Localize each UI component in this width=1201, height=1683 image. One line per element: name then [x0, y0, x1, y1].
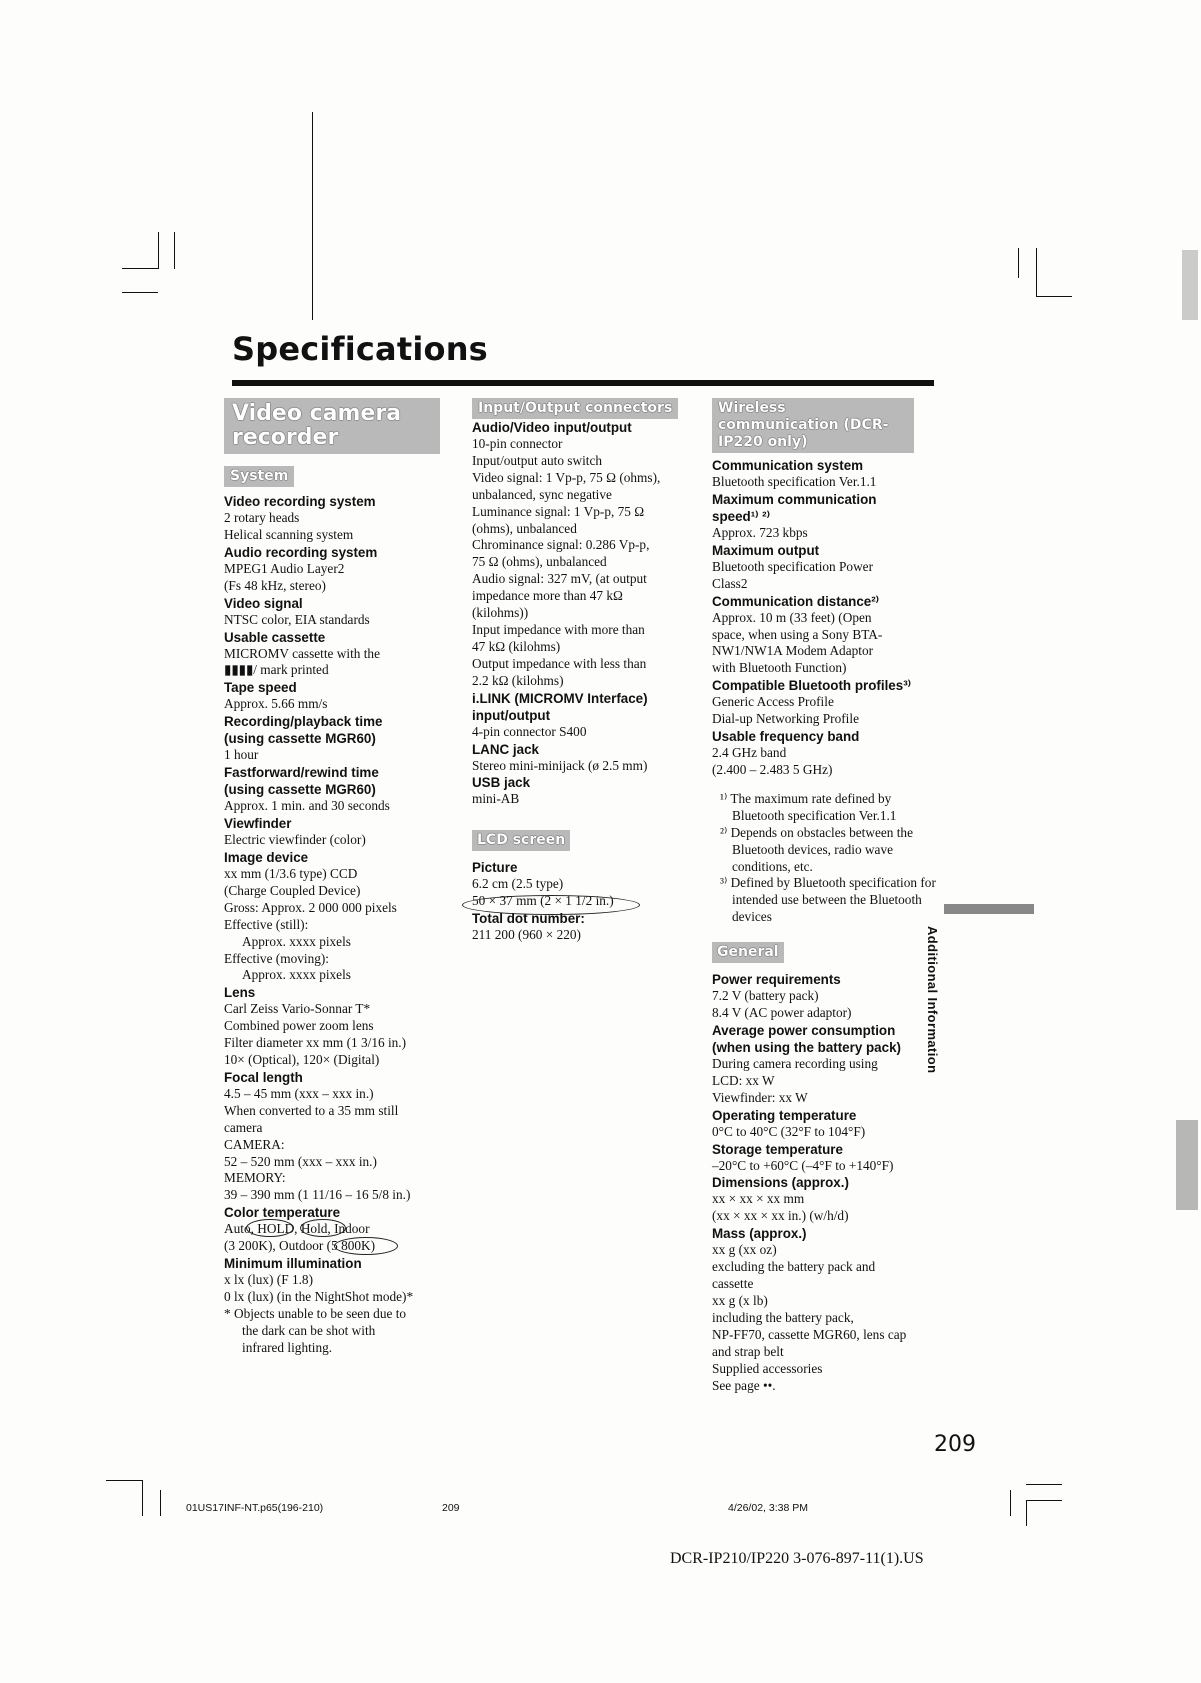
spec-label: (when using the battery pack) — [712, 1039, 901, 1055]
footnote: ²⁾ Depends on obstacles between the Bluetooth devices, radio wave conditions, etc. — [720, 824, 913, 874]
crop-mark — [1036, 248, 1037, 296]
section-heading: LCD screen — [472, 830, 570, 851]
crop-mark — [174, 232, 175, 269]
spec-label: (using cassette MGR60) — [224, 731, 376, 747]
crop-mark — [312, 112, 313, 320]
edge-mark — [1182, 250, 1198, 320]
spec-label: Audio recording system — [224, 544, 378, 560]
spec-value: (3 200K), Outdoor (5 800K) — [224, 1238, 376, 1254]
spec-value: Stereo mini-minijack (ø 2.5 mm) — [472, 757, 648, 773]
spec-value: Approx. xxxx pixels — [242, 933, 351, 949]
spec-value: –20°C to +60°C (–4°F to +140°F) — [712, 1157, 894, 1173]
spec-value: 39 – 390 mm (1 11/16 – 16 5/8 in.) — [224, 1187, 411, 1203]
spec-value: During camera recording using — [712, 1055, 878, 1071]
handwritten-circle — [462, 895, 640, 915]
spec-value: Input impedance with more than — [472, 621, 645, 637]
spec-label: Compatible Bluetooth profiles³⁾ — [712, 678, 911, 694]
spec-value: infrared lighting. — [242, 1339, 333, 1355]
spec-value: camera — [224, 1119, 263, 1135]
spec-value: impedance more than 47 kΩ — [472, 588, 623, 604]
spec-label: Lens — [224, 985, 256, 1001]
spec-value: xx mm (1/3.6 type) CCD — [224, 865, 358, 881]
spec-label: Viewfinder — [224, 816, 292, 832]
crop-mark — [1026, 1500, 1027, 1526]
spec-value: CAMERA: — [224, 1136, 285, 1152]
edge-mark — [1176, 1120, 1198, 1210]
spec-value: Approx. 1 min. and 30 seconds — [224, 798, 390, 814]
spec-value: Gross: Approx. 2 000 000 pixels — [224, 899, 397, 915]
footer-datetime: 4/26/02, 3:38 PM — [728, 1502, 808, 1514]
spec-label: Color temperature — [224, 1205, 341, 1221]
crop-mark — [160, 1490, 161, 1516]
spec-value: with Bluetooth Function) — [712, 660, 847, 676]
spec-value: (2.400 – 2.483 5 GHz) — [712, 761, 833, 777]
crop-mark — [1026, 1500, 1062, 1501]
spec-label: Fastforward/rewind time — [224, 765, 379, 781]
side-tab-label: Additional Information — [925, 926, 940, 1074]
spec-value: Output impedance with less than — [472, 655, 647, 671]
spec-label: Recording/playback time — [224, 714, 383, 730]
subsection-heading: System — [224, 466, 294, 487]
column-video-camera-recorder — [224, 398, 452, 1357]
spec-label: Communication system — [712, 458, 864, 473]
spec-value: Helical scanning system — [224, 526, 354, 542]
spec-label: Maximum output — [712, 542, 820, 558]
spec-list — [472, 419, 704, 808]
spec-value: (Fs 48 kHz, stereo) — [224, 577, 326, 593]
spec-value: NW1/NW1A Modem Adaptor — [712, 643, 874, 659]
spec-value: excluding the battery pack and — [712, 1259, 876, 1275]
spec-value: See page ••. — [712, 1377, 776, 1393]
spec-value: Approx. 10 m (33 feet) (Open — [712, 609, 872, 625]
spec-value: Generic Access Profile — [712, 694, 834, 710]
crop-mark — [122, 292, 158, 293]
spec-label: Picture — [472, 860, 518, 876]
spec-value: Approx. 723 kbps — [712, 524, 808, 540]
spec-value: 52 – 520 mm (xxx – xxx in.) — [224, 1153, 377, 1169]
footnote: ¹⁾ The maximum rate defined by Bluetooth specification Ver.1.1 — [720, 790, 897, 823]
spec-value: (ohms), unbalanced — [472, 520, 577, 536]
crop-mark — [1026, 1484, 1062, 1485]
spec-value: * Objects unable to be seen due to — [224, 1305, 407, 1321]
spec-value: Auto, HOLD, Hold, Indoor — [224, 1221, 370, 1237]
crop-mark — [106, 1480, 142, 1481]
spec-value: space, when using a Sony BTA- — [712, 626, 883, 642]
handwritten-circle — [334, 1237, 398, 1255]
spec-label: Power requirements — [712, 972, 841, 988]
spec-value: Filter diameter xx mm (1 3/16 in.) — [224, 1035, 407, 1051]
spec-value: 8.4 V (AC power adaptor) — [712, 1005, 852, 1021]
spec-value: Approx. 5.66 mm/s — [224, 696, 328, 712]
spec-value: 75 Ω (ohms), unbalanced — [472, 554, 607, 570]
spec-label: Tape speed — [224, 680, 297, 696]
spec-value: xx g (xx oz) — [712, 1242, 777, 1258]
spec-value: Viewfinder: xx W — [712, 1089, 808, 1105]
spec-value: 50 × 37 mm (2 × 1 1/2 in.) — [472, 893, 614, 909]
crop-mark — [122, 268, 158, 269]
spec-label: speed¹⁾ ²⁾ — [712, 508, 770, 524]
footer-file: 01US17INF-NT.p65(196-210) — [186, 1502, 324, 1514]
spec-value: 2.2 kΩ (kilohms) — [472, 672, 564, 688]
spec-value: MPEG1 Audio Layer2 — [224, 560, 345, 576]
spec-label: Focal length — [224, 1069, 303, 1085]
spec-label: Total dot number: — [472, 911, 585, 927]
spec-value: LCD: xx W — [712, 1072, 775, 1088]
spec-label: Maximum communication — [712, 491, 877, 507]
spec-value: 2 rotary heads — [224, 510, 300, 525]
crop-mark — [158, 232, 159, 269]
spec-value: Bluetooth specification Ver.1.1 — [712, 474, 877, 489]
crop-mark — [1036, 296, 1072, 297]
section-heading: Video camera recorder — [224, 398, 440, 454]
crop-mark — [142, 1480, 143, 1516]
page-number: 209 — [934, 1432, 976, 1457]
spec-value: Electric viewfinder (color) — [224, 832, 366, 848]
spec-value: Chrominance signal: 0.286 Vp-p, — [472, 537, 650, 553]
spec-value: mini-AB — [472, 791, 520, 807]
spec-label: Mass (approx.) — [712, 1226, 807, 1242]
spec-list — [712, 457, 942, 779]
spec-value: Class2 — [712, 575, 748, 591]
spec-value: Bluetooth specification Power — [712, 558, 874, 574]
spec-value: Dial-up Networking Profile — [712, 711, 859, 727]
section-heading: Input/Output connectors — [472, 398, 678, 419]
spec-value: Effective (moving): — [224, 950, 329, 966]
spec-value: Audio signal: 327 mV, (at output — [472, 571, 647, 587]
spec-value: Combined power zoom lens — [224, 1018, 374, 1034]
spec-value: Luminance signal: 1 Vp-p, 75 Ω — [472, 503, 645, 519]
section-heading: Wireless communication (DCR-IP220 only) — [712, 398, 914, 453]
spec-value: xx × xx × xx mm — [712, 1191, 805, 1207]
spec-label: (using cassette MGR60) — [224, 782, 376, 798]
spec-label: LANC jack — [472, 741, 539, 757]
spec-label: Usable cassette — [224, 629, 326, 645]
spec-value: ▮▮▮▮/ mark printed — [224, 662, 329, 678]
spec-label: Image device — [224, 849, 309, 865]
spec-value: xx g (x lb) — [712, 1293, 768, 1308]
spec-value: 10-pin connector — [472, 436, 563, 451]
thumb-tab-bar — [944, 904, 1034, 914]
spec-label: Operating temperature — [712, 1107, 857, 1123]
spec-label: Dimensions (approx.) — [712, 1175, 849, 1191]
spec-label: Usable frequency band — [712, 729, 860, 745]
spec-value: Input/output auto switch — [472, 452, 603, 468]
footnote: ³⁾ Defined by Bluetooth specification for intended use between the Bluetooth devices — [720, 875, 936, 925]
spec-value: 4.5 – 45 mm (xxx – xxx in.) — [224, 1085, 374, 1101]
spec-value: Approx. xxxx pixels — [242, 967, 351, 983]
spec-value: Supplied accessories — [712, 1360, 823, 1376]
spec-value: NTSC color, EIA standards — [224, 611, 370, 627]
model-line: DCR-IP210/IP220 3-076-897-11(1).US — [670, 1550, 924, 1567]
spec-value: 47 kΩ (kilohms) — [472, 638, 561, 654]
spec-label: Minimum illumination — [224, 1256, 362, 1272]
spec-list — [712, 971, 942, 1394]
spec-label: input/output — [472, 707, 551, 723]
handwritten-circle — [246, 1219, 294, 1237]
spec-value: (Charge Coupled Device) — [224, 882, 361, 898]
spec-label: Video signal — [224, 595, 303, 611]
section-heading: General — [712, 942, 784, 963]
spec-label: USB jack — [472, 775, 531, 791]
spec-value: Carl Zeiss Vario-Sonnar T* — [224, 1001, 371, 1017]
spec-value: 0 lx (lux) (in the NightShot mode)* — [224, 1289, 414, 1304]
column-input-output — [472, 398, 704, 944]
footnotes — [712, 791, 942, 926]
spec-value: and strap belt — [712, 1343, 784, 1359]
spec-value: unbalanced, sync negative — [472, 486, 612, 502]
spec-value: NP-FF70, cassette MGR60, lens cap — [712, 1326, 907, 1342]
spec-label: Communication distance²⁾ — [712, 593, 879, 609]
spec-value: MEMORY: — [224, 1170, 286, 1186]
crop-mark — [1018, 248, 1019, 278]
footer-page: 209 — [442, 1502, 460, 1514]
spec-label: i.LINK (MICROMV Interface) — [472, 690, 648, 706]
page-title: Specifications — [232, 330, 488, 368]
spec-label: Storage temperature — [712, 1141, 843, 1157]
spec-value: x lx (lux) (F 1.8) — [224, 1272, 314, 1288]
spec-value: Effective (still): — [224, 916, 309, 932]
spec-value: 6.2 cm (2.5 type) — [472, 876, 564, 892]
spec-label: Video recording system — [224, 494, 376, 509]
spec-value: the dark can be shot with — [242, 1322, 376, 1338]
spec-value: (kilohms)) — [472, 605, 529, 621]
spec-value: Video signal: 1 Vp-p, 75 Ω (ohms), — [472, 469, 661, 485]
crop-mark — [1010, 1490, 1011, 1516]
spec-value: 2.4 GHz band — [712, 745, 787, 761]
spec-value: 7.2 V (battery pack) — [712, 988, 819, 1004]
spec-value: including the battery pack, — [712, 1309, 854, 1325]
spec-value: 1 hour — [224, 747, 259, 763]
spec-value: When converted to a 35 mm still — [224, 1102, 399, 1118]
spec-value: 211 200 (960 × 220) — [472, 927, 581, 943]
spec-value: 4-pin connector S400 — [472, 723, 587, 739]
spec-value: 0°C to 40°C (32°F to 104°F) — [712, 1123, 866, 1139]
spec-value: (xx × xx × xx in.) (w/h/d) — [712, 1208, 849, 1224]
column-wireless-general — [712, 398, 942, 1394]
spec-label: Audio/Video input/output — [472, 420, 632, 435]
spec-value: MICROMV cassette with the — [224, 645, 380, 661]
spec-value: cassette — [712, 1276, 754, 1292]
spec-value: 10× (Optical), 120× (Digital) — [224, 1052, 380, 1068]
title-rule — [232, 380, 934, 386]
handwritten-circle — [300, 1219, 346, 1237]
spec-label: Average power consumption — [712, 1022, 896, 1038]
